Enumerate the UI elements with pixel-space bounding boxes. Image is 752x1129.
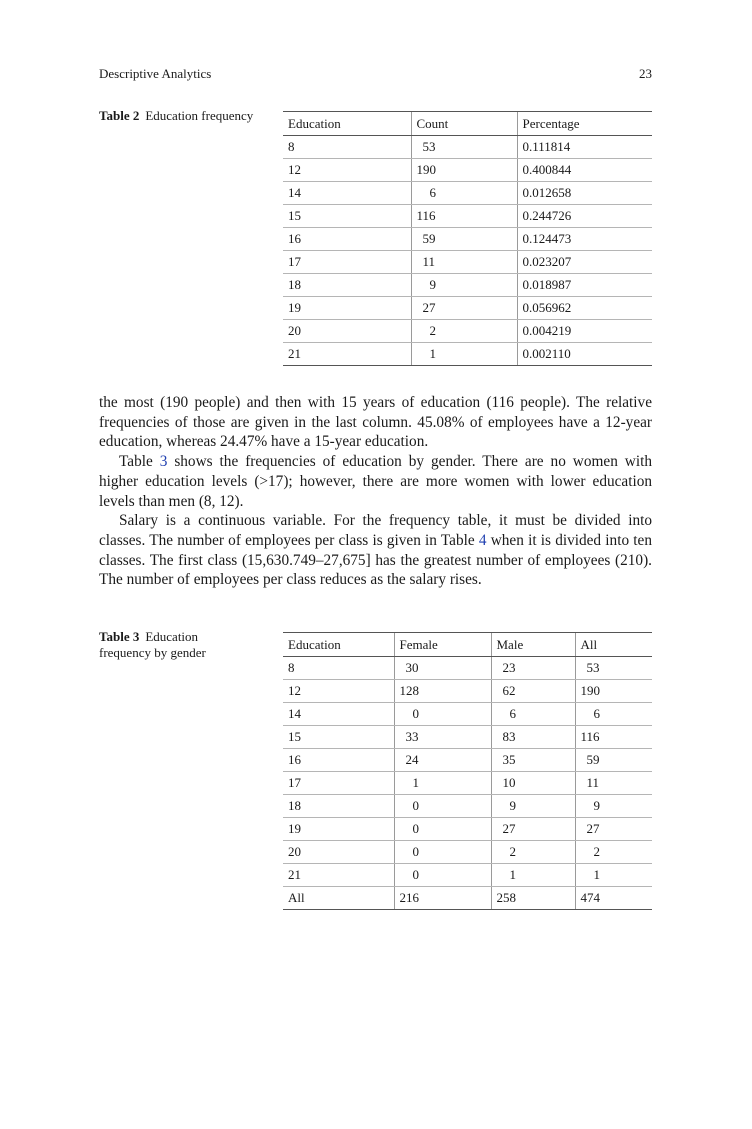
table-cell: 0.012658 <box>517 182 652 205</box>
table-cell: 2 <box>575 841 652 864</box>
table-cell: 1 <box>491 864 575 887</box>
table-cell: All <box>283 887 394 910</box>
table2-caption-text: Education frequency <box>145 108 254 123</box>
table-cell: 1 <box>394 772 491 795</box>
table-cell: 12 <box>283 680 394 703</box>
table-cell: 8 <box>283 136 411 159</box>
table2-caption <box>99 108 279 124</box>
table-cell: 116 <box>575 726 652 749</box>
table-cell: 18 <box>283 795 394 818</box>
table-cell: 9 <box>491 795 575 818</box>
table-cell: 35 <box>491 749 575 772</box>
table-cell: 0.400844 <box>517 159 652 182</box>
table-cell: 1 <box>411 343 517 366</box>
column-header: Education <box>283 633 394 657</box>
table-cell: 0.124473 <box>517 228 652 251</box>
table3-caption <box>99 629 249 661</box>
table-row <box>283 136 652 159</box>
table-cell: 21 <box>283 343 411 366</box>
table-3-reference[interactable]: 3 <box>159 453 168 471</box>
table-cell: 23 <box>491 657 575 680</box>
column-header: Male <box>491 633 575 657</box>
table-row <box>283 887 652 910</box>
table-cell: 59 <box>411 228 517 251</box>
table-cell: 17 <box>283 772 394 795</box>
table-cell: 1 <box>575 864 652 887</box>
paragraph-3-rest: when it is divided into ten classes. The first class (15,630.749–27,675] has the greatest number of employees (210). The number of employees per class reduces as the salary rises. <box>99 531 652 589</box>
table-row <box>283 841 652 864</box>
running-title: Descriptive Analytics <box>99 66 212 81</box>
table-row <box>283 795 652 818</box>
table-cell: 0.056962 <box>517 297 652 320</box>
table-cell: 11 <box>575 772 652 795</box>
table-cell: 53 <box>411 136 517 159</box>
table-cell: 0.004219 <box>517 320 652 343</box>
table2-label: Table 2 <box>99 108 140 123</box>
table-row <box>283 320 652 343</box>
table-cell: 6 <box>491 703 575 726</box>
table-cell: 21 <box>283 864 394 887</box>
table-row <box>283 297 652 320</box>
table-4-reference[interactable]: 4 <box>478 531 487 549</box>
table-cell: 190 <box>575 680 652 703</box>
page-number: 23 <box>639 66 652 81</box>
table-row <box>283 772 652 795</box>
paragraph-2-rest: shows the frequencies of education by gender. There are no women with higher education levels (>17); however, there are more women with lower education levels than men (8, 12). <box>99 453 652 510</box>
table-cell: 11 <box>411 251 517 274</box>
table-cell: 190 <box>411 159 517 182</box>
table-cell: 0 <box>394 795 491 818</box>
table3-caption-text: Education frequency by gender <box>99 629 206 660</box>
table-row <box>283 343 652 366</box>
table-cell: 2 <box>411 320 517 343</box>
table-cell: 0 <box>394 703 491 726</box>
table-row <box>283 251 652 274</box>
paragraph-3-start: Salary is a continuous variable. For the frequency table, it must be divided into classes. The number of employees per class is given in Table <box>99 512 652 549</box>
table-cell: 16 <box>283 749 394 772</box>
table-cell: 18 <box>283 274 411 297</box>
table-cell: 0.018987 <box>517 274 652 297</box>
education-by-gender-table <box>283 632 652 910</box>
column-header: Education <box>283 112 411 136</box>
table-cell: 8 <box>283 657 394 680</box>
table-row <box>283 205 652 228</box>
paragraph-1: the most (190 people) and then with 15 years of education (116 people). The relative frequencies of those are given in the last column. 45.08% of employees have a 12-year education, whereas 24.47% have a 15-year education. <box>99 394 652 451</box>
table-cell: 0.111814 <box>517 136 652 159</box>
running-header <box>99 66 652 86</box>
table-cell: 9 <box>575 795 652 818</box>
table-cell: 6 <box>411 182 517 205</box>
table-cell: 53 <box>575 657 652 680</box>
column-header: All <box>575 633 652 657</box>
table-cell: 24 <box>394 749 491 772</box>
table-row <box>283 864 652 887</box>
table-cell: 9 <box>411 274 517 297</box>
table-cell: 19 <box>283 818 394 841</box>
table-cell: 258 <box>491 887 575 910</box>
table-cell: 19 <box>283 297 411 320</box>
table-header-row <box>283 633 652 657</box>
table-row <box>283 182 652 205</box>
column-header: Percentage <box>517 112 652 136</box>
table-row <box>283 703 652 726</box>
table-row <box>283 726 652 749</box>
table-cell: 33 <box>394 726 491 749</box>
table-cell: 30 <box>394 657 491 680</box>
table-cell: 14 <box>283 182 411 205</box>
education-frequency-table <box>283 111 652 366</box>
table-cell: 0.244726 <box>517 205 652 228</box>
table-cell: 17 <box>283 251 411 274</box>
table-row <box>283 680 652 703</box>
table-cell: 474 <box>575 887 652 910</box>
table-cell: 0 <box>394 818 491 841</box>
table-cell: 0.002110 <box>517 343 652 366</box>
table-cell: 20 <box>283 320 411 343</box>
table-cell: 0.023207 <box>517 251 652 274</box>
table-cell: 83 <box>491 726 575 749</box>
paragraph-2-start: Table <box>119 453 160 471</box>
table-row <box>283 818 652 841</box>
table-cell: 10 <box>491 772 575 795</box>
paragraph-3 <box>99 511 652 590</box>
table-cell: 116 <box>411 205 517 228</box>
table-cell: 27 <box>411 297 517 320</box>
column-header: Female <box>394 633 491 657</box>
table-cell: 6 <box>575 703 652 726</box>
column-header: Count <box>411 112 517 136</box>
table-cell: 2 <box>491 841 575 864</box>
table-row <box>283 657 652 680</box>
table-cell: 15 <box>283 726 394 749</box>
table-cell: 59 <box>575 749 652 772</box>
table3-label: Table 3 <box>99 629 140 644</box>
table-cell: 216 <box>394 887 491 910</box>
table-cell: 0 <box>394 841 491 864</box>
body-text <box>99 393 652 590</box>
table-row <box>283 274 652 297</box>
table-cell: 27 <box>575 818 652 841</box>
paragraph-2 <box>99 452 652 511</box>
table-cell: 27 <box>491 818 575 841</box>
table-row <box>283 228 652 251</box>
table-header-row <box>283 112 652 136</box>
table-cell: 16 <box>283 228 411 251</box>
table-cell: 15 <box>283 205 411 228</box>
table-cell: 0 <box>394 864 491 887</box>
table-cell: 14 <box>283 703 394 726</box>
table-cell: 128 <box>394 680 491 703</box>
table-cell: 62 <box>491 680 575 703</box>
table-row <box>283 159 652 182</box>
table-row <box>283 749 652 772</box>
table-cell: 12 <box>283 159 411 182</box>
table-cell: 20 <box>283 841 394 864</box>
